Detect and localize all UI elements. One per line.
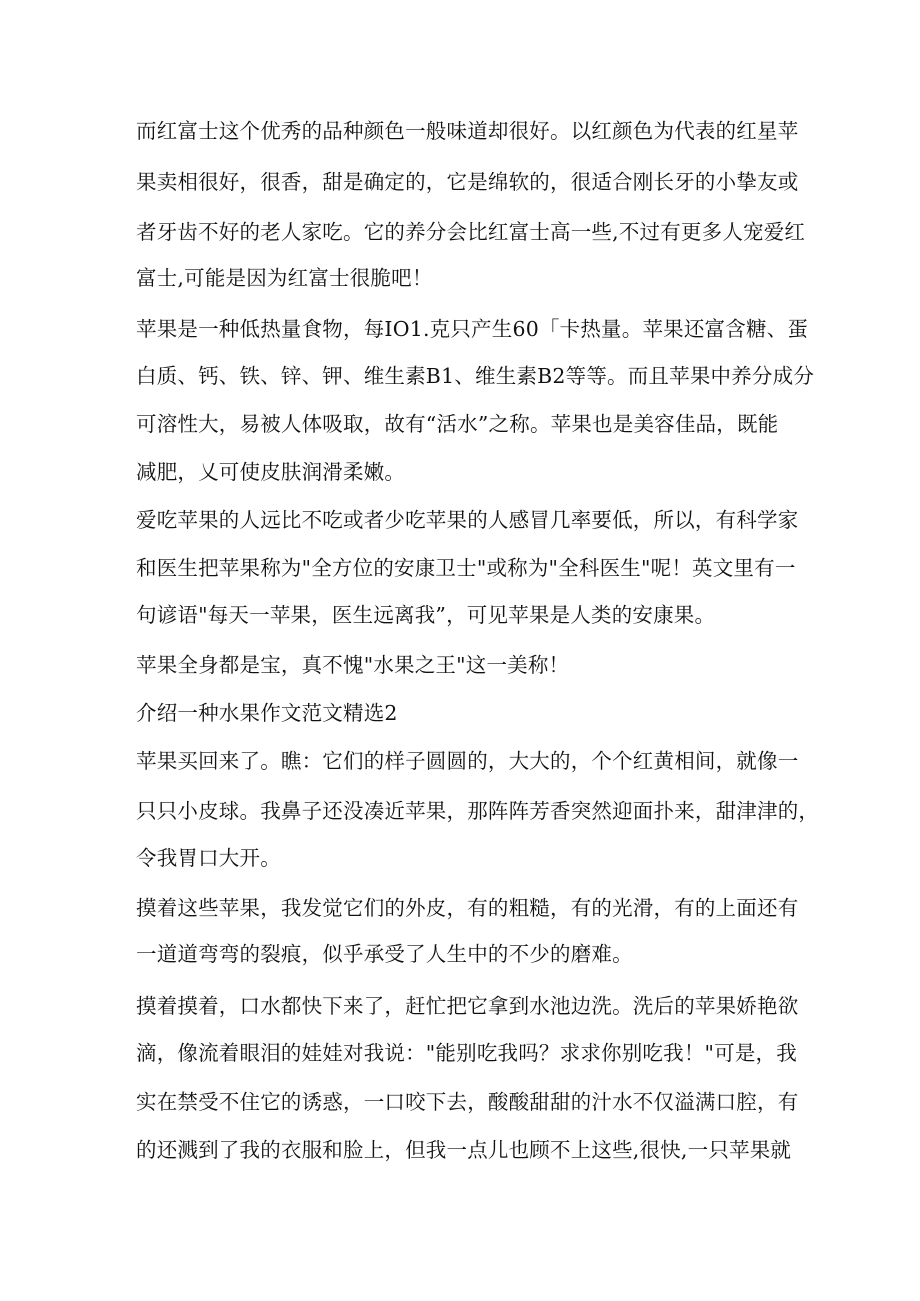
text-line: 苹果是一种低热量食物，每IO1.克只产生60「卡热量。苹果还富含糖、蛋 xyxy=(136,317,809,341)
section-heading: 介绍一种水果作文范文精选2 xyxy=(136,701,398,725)
text-line: 白质、钙、铁、锌、钾、维生素B1、维生素B2等等。而且苹果中养分成分 xyxy=(136,364,815,388)
text-line: 滴，像流着眼泪的娃娃对我说："能别吃我吗？求求你别吃我！"可是，我 xyxy=(136,1041,797,1065)
text-line: 的还溅到了我的衣服和脸上，但我一点儿也顾不上这些,很快,一只苹果就 xyxy=(136,1138,792,1162)
text-line: 而红富士这个优秀的品种颜色一般味道却很好。以红颜色为代表的红星苹 xyxy=(136,119,799,143)
text-line: 减肥，乂可使皮肤润滑柔嫩。 xyxy=(136,460,406,484)
text-line: 摸着这些苹果，我发觉它们的外皮，有的粗糙，有的光滑，有的上面还有 xyxy=(136,896,799,920)
text-line: 苹果买回来了。瞧：它们的样子圆圆的，大大的，个个红黄相间，就像一 xyxy=(136,749,799,773)
text-line: 摸着摸着，口水都快下来了，赶忙把它拿到水池边洗。洗后的苹果娇艳欲 xyxy=(136,994,799,1018)
text-line: 令我胃口大开。 xyxy=(136,846,281,870)
text-line: 可溶性大，易被人体吸取，故有“活水”之称。苹果也是美容佳品，既能 xyxy=(136,412,779,436)
text-line: 果卖相很好，很香，甜是确定的，它是绵软的，很适合刚长牙的小挚友或 xyxy=(136,170,799,194)
text-line: 只只小皮球。我鼻子还没凑近苹果，那阵阵芳香突然迎面扑来，甜津津的， xyxy=(136,799,820,823)
text-line: 实在禁受不住它的诱惑，一口咬下去，酸酸甜甜的汁水不仅溢满口腔，有 xyxy=(136,1090,799,1114)
text-line: 句谚语"每天一苹果，医生远离我”，可见苹果是人类的安康果。 xyxy=(136,603,716,627)
text-line: 一道道弯弯的裂痕，似乎承受了人生中的不少的磨难。 xyxy=(136,942,633,966)
text-line: 苹果全身都是宝，真不愧"水果之王"这一美称！ xyxy=(136,653,570,677)
text-line: 富士,可能是因为红富士很脆吧！ xyxy=(136,266,433,290)
text-line: 和医生把苹果称为"全方位的安康卫士"或称为"全科医生"呢！英文里有一 xyxy=(136,556,796,580)
text-line: 者牙齿不好的老人家吃。它的养分会比红富士高一些,不过有更多人宠爱红 xyxy=(136,220,806,244)
text-line: 爱吃苹果的人远比不吃或者少吃苹果的人感冒几率要低，所以，有科学家 xyxy=(136,508,799,532)
